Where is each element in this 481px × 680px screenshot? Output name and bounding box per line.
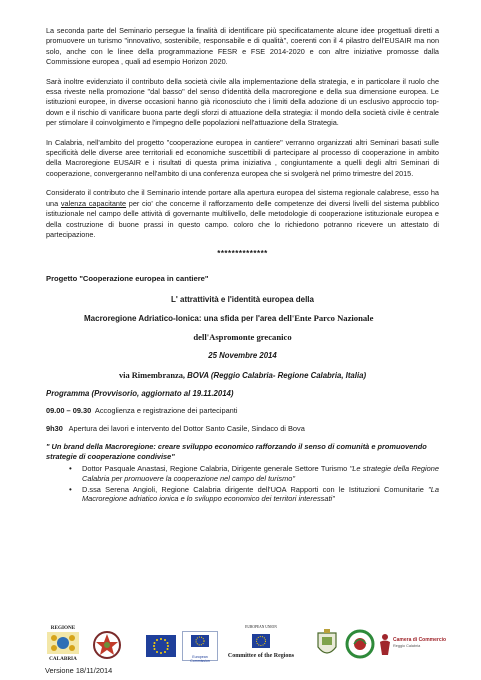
event-town: BOVA (Reggio Calabria- Regione Calabria, Italia) — [187, 371, 367, 381]
bullet-icon: • — [69, 484, 72, 494]
project-name: Progetto "Cooperazione europea in cantiere" — [46, 274, 209, 284]
schedule-time: 09.00 – 09.30 — [46, 406, 92, 416]
event-title-line-2a: Macroregione Adriatico-Ionica: una sfida per l'area — [84, 314, 279, 324]
schedule-text: Accoglienza e registrazione dei partecipanti — [94, 406, 238, 416]
speaker-talk: "Le strategie della Regione Calabria per promuovere la cooperazione nel campo del turismo" — [82, 463, 440, 483]
commission-emblem-icon — [183, 632, 217, 650]
paragraph-4 — [46, 188, 439, 240]
eu-flag-icon — [146, 635, 176, 657]
event-title-line-2 — [46, 313, 439, 324]
commission-label: European Commission — [190, 655, 210, 663]
event-title-line-1: L' attrattività e l'identità europea della — [171, 295, 314, 305]
regione-emblem-icon — [47, 632, 79, 654]
schedule-item — [46, 424, 439, 434]
speaker-list — [46, 464, 439, 504]
speaker-item — [69, 463, 440, 484]
speaker-name: Dottor Pasquale Anastasi, Regione Calabria, Dirigente generale Settore Turismo — [82, 463, 350, 473]
paragraph-4-end: per cio' che concerne il rafforzamento delle competenze dei diversi livelli del sistema pubblico istituzionale nel campo delle attività di governante multilivello, delle metodologie di cooperazione istituzionale europea e della costruzione di buone prassi in questo campo. coloro che lo richiedono potranno ricevere un attestato di partecipazione. — [46, 198, 440, 239]
regione-label: REGIONE — [50, 625, 76, 631]
speaker-name: D.ssa Serena Angioli, Regione Calabria dirigente dell'UOA Rapporti con le Istituzioni Comunitarie — [82, 484, 429, 494]
programma-heading: Programma (Provvisorio, aggiornato al 19.11.2014) — [46, 389, 234, 399]
paragraph-4-underlined: valenza capacitante — [60, 198, 127, 208]
cor-emblem-icon — [250, 631, 272, 651]
bullet-icon: • — [69, 463, 72, 473]
paragraph-3: In Calabria, nell'ambito del progetto "cooperazione europea in cantiere" verranno organizzati altri Seminari basati sulle specificità delle diverse aree territoriali ed economiche suscettibili di partecipare al processo di cooperazione in ambito della Macroregione EUSAIR e i risultati di questa prima iniziativa , congiuntamente a quelli degli altri Seminari di cooperazione, convergeranno nell'ambito di una conferenza europea che si svolgerà nel primo trimestre del 2015. — [46, 137, 439, 178]
regione-calabria-logo — [42, 625, 84, 665]
camera-city-label: Reggio Calabria — [393, 644, 421, 648]
park-emblem-icon — [345, 629, 375, 659]
paragraph-4-start: Considerato il contributo che il Seminario intende portare alla apertura europea del sistema regionale calabrese, esso ha una — [46, 188, 439, 208]
event-place — [46, 370, 439, 381]
bova-coat-of-arms-icon — [316, 629, 338, 659]
document-body — [46, 26, 439, 505]
european-commission-logo — [182, 631, 218, 661]
speaker-talk: "La Macroregione adriatico ionica e lo sviluppo economico dei territori interessati" — [82, 484, 439, 504]
schedule-item — [46, 406, 439, 416]
paragraph-1: La seconda parte del Seminario persegue la finalità di identificare più specificatamente alcune idee progettuali diretti a promuovere un turismo "innovativo, sostenibile, responsabile e di qualità", coerenti con il 4 pilastro dell'EUSAIR ma non solo, anche con le linee della programmazione FESR e FSE 2014-2020 e con altre iniziative promosse dalla Commissione europea , quali ad esempio Horizon 2020. — [46, 26, 439, 67]
speaker-item — [69, 484, 439, 505]
paragraph-2: Sarà inoltre evidenziato il contributo della società civile alla implementazione della strategia, e in particolare il ruolo che essa riveste nella promozione "dal basso" del senso d'identità della macroregione e della sua dimensione europea. Le istituzioni europee, in diverse occasioni hanno già riconosciuto che i limiti della adozione di un esclusivo approccio top-down e il rischio di vanificare buona parte degli sforzi di attuazione della strategia: il mondo della società civile è centrale per stimolare il coinvolgimento e l'impegno delle popolazioni nell'attuazione della Strategia. — [46, 76, 439, 128]
event-street: via Rimembranza, — [118, 371, 188, 381]
schedule-text: Apertura dei lavori e intervento del Dottor Santo Casile, Sindaco di Bova — [68, 424, 305, 434]
camera-di-commercio-logo — [378, 631, 447, 661]
camera-figure-icon — [378, 633, 392, 657]
event-title-line-2b: dell'Ente Parco Nazionale — [278, 313, 374, 324]
logo-strip — [40, 625, 447, 665]
italian-republic-emblem-icon — [92, 629, 122, 661]
calabria-label: CALABRIA — [49, 656, 77, 662]
schedule-time: 9h30 — [46, 424, 63, 434]
cor-label: Committee of the Regions — [227, 653, 295, 659]
event-title-line-3: dell'Aspromonte grecanico — [193, 332, 292, 343]
session-title: " Un brand della Macroregione: creare sviluppo economico rafforzando il senso di comunità e promuovendo strategie di cooperazione condivise" — [46, 442, 427, 462]
camera-label: Camera di Commercio — [393, 637, 447, 643]
event-date: 25 Novembre 2014 — [208, 351, 277, 361]
separator: ************** — [217, 249, 268, 259]
eu-union-label: EUROPEAN UNION — [245, 625, 277, 629]
committee-of-regions-logo — [226, 625, 296, 665]
version-label: Versione 18/11/2014 — [45, 666, 113, 675]
